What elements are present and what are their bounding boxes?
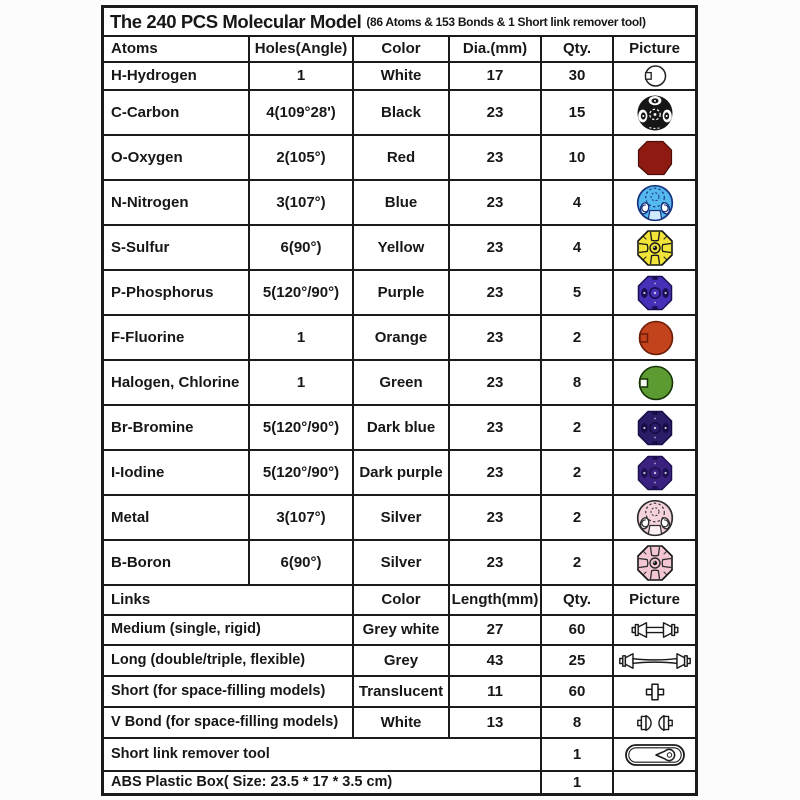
medium-bond-icon <box>629 618 681 642</box>
atom-holes: 5(120°/90°) <box>250 406 354 451</box>
atom-diameter: 23 <box>450 271 542 316</box>
atom-diameter: 23 <box>450 181 542 226</box>
atom-qty: 10 <box>542 136 614 181</box>
spec-grid <box>104 37 695 793</box>
atom-diameter: 23 <box>450 406 542 451</box>
atom-name: I-Iodine <box>104 451 250 496</box>
atom-name: O-Oxygen <box>104 136 250 181</box>
atom-name: P-Phosphorus <box>104 271 250 316</box>
atom-name: C-Carbon <box>104 91 250 136</box>
atom-holes: 3(107°) <box>250 496 354 541</box>
atom-holes: 4(109°28') <box>250 91 354 136</box>
link-color: Grey white <box>354 616 450 646</box>
atom-qty: 2 <box>542 406 614 451</box>
atom-holes: 1 <box>250 63 354 91</box>
atoms-header-atoms: Atoms <box>104 37 250 63</box>
link-name: V Bond (for space-filling models) <box>104 708 354 739</box>
extra-item-picture <box>614 772 695 793</box>
atom-diameter: 23 <box>450 226 542 271</box>
octagon-dark-ball-icon <box>635 408 675 448</box>
atom-color: Red <box>354 136 450 181</box>
v-bond-icon <box>635 711 675 735</box>
atoms-header-picture: Picture <box>614 37 695 63</box>
link-name: Medium (single, rigid) <box>104 616 354 646</box>
link-picture <box>614 677 695 708</box>
link-name: Short (for space-filling models) <box>104 677 354 708</box>
links-header-color: Color <box>354 586 450 616</box>
octagon-cross-ball-icon <box>635 543 675 583</box>
atom-picture <box>614 316 695 361</box>
atom-color: Dark purple <box>354 451 450 496</box>
ball-notch-icon <box>635 363 675 403</box>
atom-holes: 5(120°/90°) <box>250 271 354 316</box>
link-length: 43 <box>450 646 542 677</box>
links-header-length: Length(mm) <box>450 586 542 616</box>
short-bond-icon <box>642 680 668 704</box>
atom-color: Dark blue <box>354 406 450 451</box>
atom-qty: 2 <box>542 541 614 586</box>
link-qty: 8 <box>542 708 614 739</box>
atom-color: Green <box>354 361 450 406</box>
atom-qty: 30 <box>542 63 614 91</box>
atom-diameter: 23 <box>450 496 542 541</box>
atom-name: H-Hydrogen <box>104 63 250 91</box>
octagon-dark-ball-icon <box>635 273 675 313</box>
ball-with-holes-icon <box>635 498 675 538</box>
atom-color: White <box>354 63 450 91</box>
atom-diameter: 23 <box>450 451 542 496</box>
atom-color: Orange <box>354 316 450 361</box>
atoms-header-holes-angle: Holes(Angle) <box>250 37 354 63</box>
link-color: Grey <box>354 646 450 677</box>
molecular-model-spec-table <box>101 5 698 796</box>
atom-picture <box>614 136 695 181</box>
atom-color: Black <box>354 91 450 136</box>
atom-picture <box>614 406 695 451</box>
atoms-header-color: Color <box>354 37 450 63</box>
atom-name: F-Fluorine <box>104 316 250 361</box>
link-color: Translucent <box>354 677 450 708</box>
link-qty: 25 <box>542 646 614 677</box>
atom-name: B-Boron <box>104 541 250 586</box>
atom-color: Purple <box>354 271 450 316</box>
atom-holes: 1 <box>250 316 354 361</box>
atom-holes: 1 <box>250 361 354 406</box>
atoms-header-qty: Qty. <box>542 37 614 63</box>
atom-name: S-Sulfur <box>104 226 250 271</box>
hydrogen-ball-icon <box>642 63 668 89</box>
extra-item-qty: 1 <box>542 772 614 793</box>
table-title-row <box>104 8 695 37</box>
atom-picture <box>614 226 695 271</box>
carbon-ball-icon <box>635 93 675 133</box>
link-picture <box>614 708 695 739</box>
atom-holes: 3(107°) <box>250 181 354 226</box>
atom-name: N-Nitrogen <box>104 181 250 226</box>
atom-picture <box>614 361 695 406</box>
extra-item-qty: 1 <box>542 739 614 772</box>
atom-qty: 4 <box>542 226 614 271</box>
atom-picture <box>614 541 695 586</box>
atom-diameter: 17 <box>450 63 542 91</box>
remover-tool-icon <box>624 742 686 768</box>
link-qty: 60 <box>542 677 614 708</box>
atom-picture <box>614 271 695 316</box>
octagon-cross-ball-icon <box>635 228 675 268</box>
link-length: 27 <box>450 616 542 646</box>
oxygen-ball-icon <box>635 138 675 178</box>
link-color: White <box>354 708 450 739</box>
atom-name: Br-Bromine <box>104 406 250 451</box>
link-picture <box>614 646 695 677</box>
atom-qty: 8 <box>542 361 614 406</box>
atom-holes: 2(105°) <box>250 136 354 181</box>
atom-color: Blue <box>354 181 450 226</box>
atom-diameter: 23 <box>450 361 542 406</box>
link-name: Long (double/triple, flexible) <box>104 646 354 677</box>
atom-diameter: 23 <box>450 91 542 136</box>
link-length: 11 <box>450 677 542 708</box>
atoms-header-dia-mm: Dia.(mm) <box>450 37 542 63</box>
atom-diameter: 23 <box>450 136 542 181</box>
atom-color: Silver <box>354 541 450 586</box>
extra-item-name: Short link remover tool <box>104 739 542 772</box>
atom-qty: 2 <box>542 496 614 541</box>
atom-picture <box>614 181 695 226</box>
atom-holes: 6(90°) <box>250 541 354 586</box>
extra-item-picture <box>614 739 695 772</box>
atom-color: Yellow <box>354 226 450 271</box>
atom-qty: 15 <box>542 91 614 136</box>
atom-diameter: 23 <box>450 541 542 586</box>
page-title: The 240 PCS Molecular Model <box>110 10 362 32</box>
octagon-dark-ball-icon <box>635 453 675 493</box>
links-header-links: Links <box>104 586 354 616</box>
long-bond-icon <box>618 649 692 673</box>
link-picture <box>614 616 695 646</box>
atom-qty: 5 <box>542 271 614 316</box>
atom-qty: 2 <box>542 316 614 361</box>
ball-with-holes-icon <box>635 183 675 223</box>
atom-picture <box>614 496 695 541</box>
ball-notch-icon <box>635 318 675 358</box>
link-length: 13 <box>450 708 542 739</box>
atom-qty: 4 <box>542 181 614 226</box>
links-header-picture: Picture <box>614 586 695 616</box>
atom-qty: 2 <box>542 451 614 496</box>
atom-diameter: 23 <box>450 316 542 361</box>
atom-holes: 6(90°) <box>250 226 354 271</box>
links-header-qty: Qty. <box>542 586 614 616</box>
page-subtitle: (86 Atoms & 153 Bonds & 1 Short link remover tool) <box>366 14 646 29</box>
extra-item-name: ABS Plastic Box( Size: 23.5 * 17 * 3.5 cm) <box>104 772 542 793</box>
atom-color: Silver <box>354 496 450 541</box>
atom-picture <box>614 91 695 136</box>
atom-holes: 5(120°/90°) <box>250 451 354 496</box>
link-qty: 60 <box>542 616 614 646</box>
atom-name: Halogen, Chlorine <box>104 361 250 406</box>
atom-name: Metal <box>104 496 250 541</box>
atom-picture <box>614 451 695 496</box>
atom-picture <box>614 63 695 91</box>
